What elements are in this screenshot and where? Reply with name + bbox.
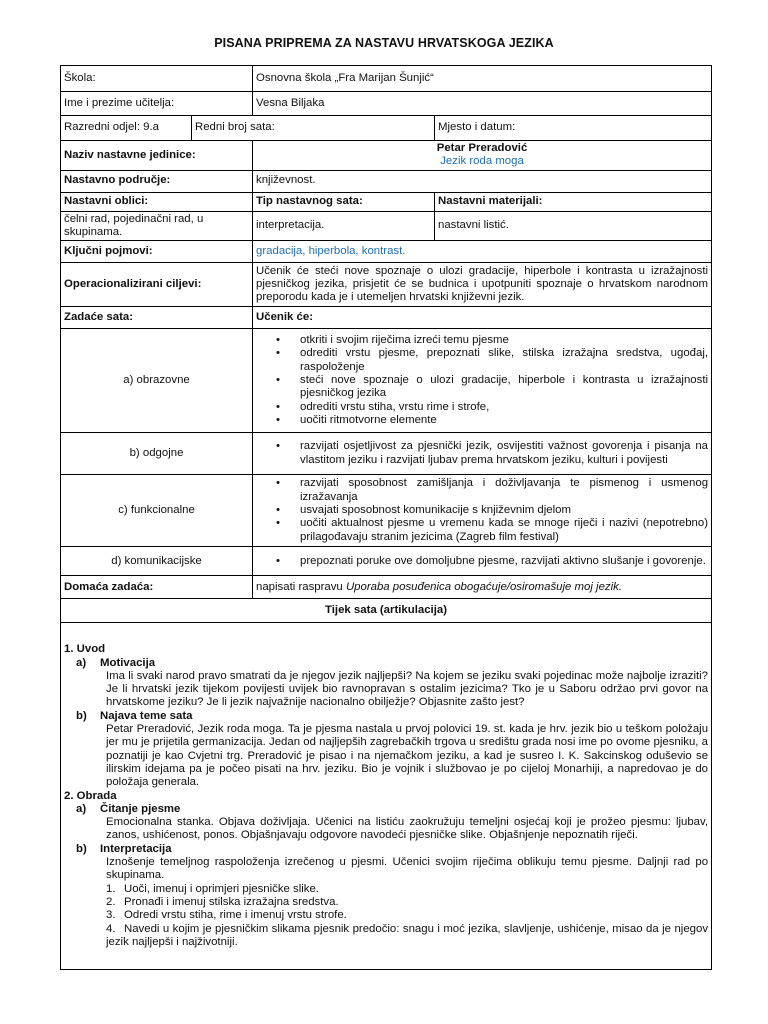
class-label: Razredni odjel: 9.a xyxy=(61,116,192,141)
goals-label: Operacionalizirani ciljevi: xyxy=(61,263,253,307)
forms-value: čelni rad, pojedinačni rad, u skupinama. xyxy=(61,211,253,241)
key-terms-value: gradacija, hiperbola, kontrast. xyxy=(253,241,712,263)
teacher-value: Vesna Biljaka xyxy=(253,92,712,116)
homework-value xyxy=(253,576,712,599)
communication-item: • prepoznati poruke ove domoljubne pjesme, razvijati aktivno slušanje i govorenje. xyxy=(256,555,708,568)
interpretation-steps xyxy=(64,883,708,949)
announcement-heading: b) Najava teme sata xyxy=(76,709,193,722)
page-title: PISANA PRIPREMA ZA NASTAVU HRVATSKOGA JEZIKA xyxy=(214,36,554,50)
motivation-text: Ima li svaki narod pravo smatrati da je njegov jezik najljepši? Na kojem se jeziku svaki pojedinac može najbolje izraziti? Je li hrvatski jezik tijekom povijesti uvijek bio ravnopravan s ostalim jezicima? Tko je u Saboru održao prvi govor na hrvatskome jeziku? Je li jezik najvažnije nacionalno obilježje? Objasnite zašto jest? xyxy=(106,669,709,709)
goals-value: Učenik će steći nove spoznaje o ulozi gradacije, hiperbole i kontrasta u izražajnosti pjesničkog jezika, prisjetit će se budnica i upotpuniti spoznaje o hrvatskom narodnom preporodu kada je i utemeljen hrvatski književni jezik. xyxy=(253,263,712,307)
type-label: Tip nastavnog sata: xyxy=(253,192,435,211)
functional-label: c) funkcionalne xyxy=(61,475,253,547)
homework-prefix: napisati raspravu xyxy=(256,580,346,593)
unit-title: Jezik roda moga xyxy=(440,155,524,168)
unit-label: Naziv nastavne jedinice: xyxy=(61,141,253,171)
functional-item: • razvijati sposobnost zamišljanja i doživljavanja te pismenog i usmenog izražavanja xyxy=(256,477,708,504)
motivation-heading: a) Motivacija xyxy=(76,656,156,669)
lesson-number-label: Redni broj sata: xyxy=(192,116,435,141)
forms-label: Nastavni oblici: xyxy=(61,192,253,211)
homework-label: Domaća zadaća: xyxy=(61,576,253,599)
teacher-label: Ime i prezime učitelja: xyxy=(61,92,253,116)
materials-label: Nastavni materijali: xyxy=(435,192,712,211)
homework-topic: Uporaba posuđenica obogaćuje/osiromašuje moj jezik. xyxy=(345,580,623,593)
communication-label: d) komunikacijske xyxy=(61,547,253,576)
educational-label: a) obrazovne xyxy=(61,329,253,433)
step-item: 2. Pronađi i imenuj stilska izražajna sredstva. xyxy=(106,895,339,908)
upbringing-label: b) odgojne xyxy=(61,433,253,475)
functional-item: • uočiti aktualnost pjesme u vremenu kada se mnoge riječi i nazivi (nepotrebno) prilagođavaju stranim jezicima (Zagreb film festival) xyxy=(256,517,708,544)
educational-item: • odrediti vrstu stiha, vrstu rime i strofe, xyxy=(256,401,708,414)
interpretation-heading: b) Interpretacija xyxy=(76,842,172,855)
educational-list-cell xyxy=(253,329,712,433)
reading-heading: a) Čitanje pjesme xyxy=(76,802,181,815)
school-label: Škola: xyxy=(61,66,253,92)
educational-item: • odrediti vrstu pjesme, prepoznati slike, stilska izražajna sredstva, ugođaj, raspoloženje xyxy=(256,347,708,374)
processing-heading: 2. Obrada xyxy=(64,789,117,802)
reading-text: Emocionalna stanka. Objava doživljaja. Učenici na listiću zaokružuju temeljni osjećaj koji je prožeo pjesmu: ljubav, zanos, ushićenost, ponos. Objašnjavaju odgovore navodeći pjesničke slike. Objašnjenje nepoznatih riječi. xyxy=(106,816,709,842)
educational-item: • otkriti i svojim riječima izreći temu pjesme xyxy=(256,334,708,347)
area-label: Nastavno područje: xyxy=(61,170,253,192)
interpretation-text: Iznošenje temeljnog raspoloženja izrečenog u pjesmi. Učenici svojim riječima oblikuju temu pjesme. Daljnji rad po skupinama. xyxy=(106,856,709,882)
upbringing-list-cell xyxy=(253,433,712,475)
tasks-label: Zadaće sata: xyxy=(61,307,253,329)
student-will-label: Učenik će: xyxy=(253,307,712,329)
unit-author: Petar Preradović xyxy=(436,142,528,154)
upbringing-item: • razvijati osjetljivost za pjesnički jezik, osvijestiti važnost govorenja i pisanja na vlastitom jeziku i razvijati ljubav prema hrvatskom jeziku, kulturi i povijesti xyxy=(256,440,708,467)
area-value: književnost. xyxy=(253,170,712,192)
school-value: Osnovna škola „Fra Marijan Šunjić“ xyxy=(253,66,712,92)
functional-list-cell xyxy=(253,475,712,547)
lesson-plan-table xyxy=(60,65,712,970)
educational-item: • steći nove spoznaje o ulozi gradacije, hiperbole i kontrasta u izražajnosti pjesničkog jezika xyxy=(256,374,708,401)
functional-item: • usvajati sposobnost komunikacije s književnim djelom xyxy=(256,504,708,517)
place-date-label: Mjesto i datum: xyxy=(435,116,712,141)
unit-value xyxy=(253,141,712,171)
step-item: 3. Odredi vrstu stiha, rime i imenuj vrstu strofe. xyxy=(106,909,347,922)
communication-list-cell xyxy=(253,547,712,576)
educational-item: • uočiti ritmotvorne elemente xyxy=(256,414,708,427)
step-item: 1. Uoči, imenuj i oprimjeri pjesničke slike. xyxy=(106,882,319,895)
announcement-text: Petar Preradović, Jezik roda moga. Ta je pjesma nastala u prvoj polovici 19. st. kada je hrv. jezik bio u teškom položaju jer mu je prijetila germanizacija. Jedan od najljepših zagrebačkih trgova u središtu grada nosi ime po ovome pjesniku, a poznatiji je kao Cvjetni trg. Preradović je pisao i na njemačkom jeziku, a kad je susreo I. K. Sakcinskog oduševio se ilirskim idejama pa je počeo pisati na hrv. jeziku. Bio je vojnik i službovao je po cijeloj Monarhiji, a napredovao je do položaja generala. xyxy=(106,723,709,789)
lesson-flow-cell xyxy=(61,623,712,970)
type-value: interpretacija. xyxy=(253,211,435,241)
step-item: 4. Navedi u kojim je pjesničkim slikama pjesnik predočio: snagu i moć jezika, slavljenje, ushićenje, misao da je njegov jezik najljepši i najživotniji. xyxy=(106,922,709,948)
key-terms-label: Ključni pojmovi: xyxy=(61,241,253,263)
materials-value: nastavni listić. xyxy=(435,211,712,241)
intro-heading: 1. Uvod xyxy=(64,643,106,656)
lesson-flow-heading: Tijek sata (artikulacija) xyxy=(61,599,712,623)
